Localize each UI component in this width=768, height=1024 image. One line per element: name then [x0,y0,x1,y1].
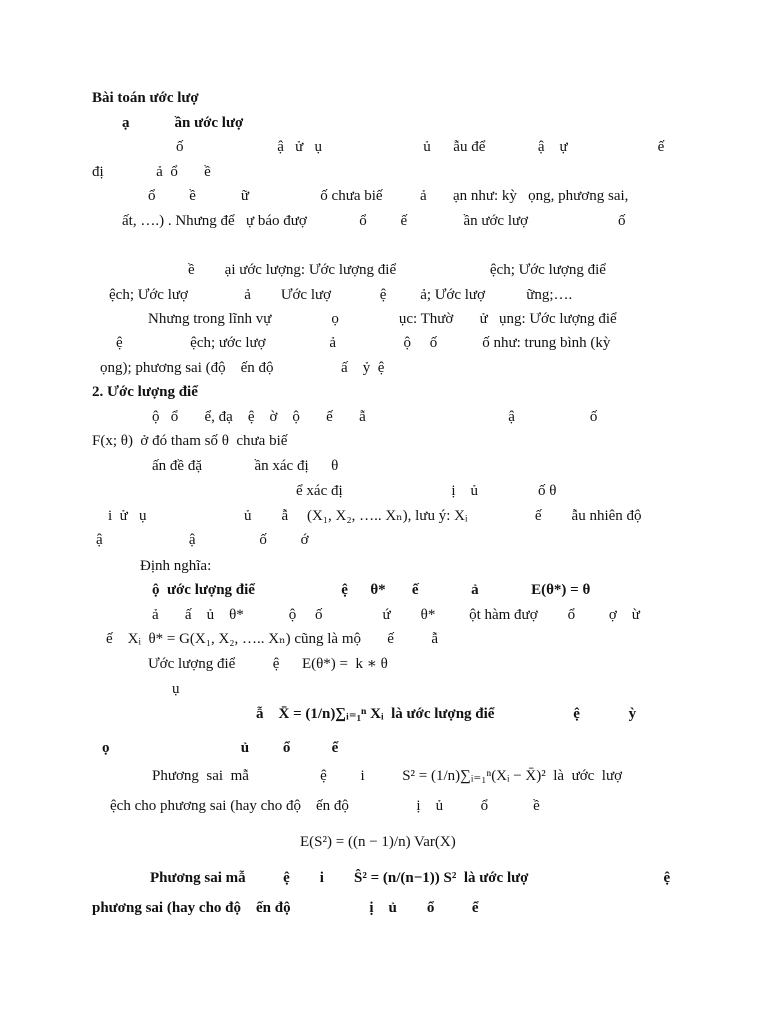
text-line: ọng); phương sai (độ ến độ ấ ỷ ệ [100,360,385,376]
text-line: ậ ậ ố ớ [96,532,309,548]
text-line: ế Xᵢ θ* = G(X₁, X₂, ….. Xₙ) cũng là mộ ế ẫ [106,631,439,647]
text-line: ụ [172,681,180,697]
text-line: Nhưng trong lĩnh vự ọ ục: Thườ ử ụng: Ước lượng điể [148,311,617,327]
text-line: ố ậ ử ụ ủ ẫu để ậ ự ế [176,139,665,155]
text-line: ộ ước lượng điể ệ θ* ế ả E(θ*) = θ [152,582,591,598]
text-line: ệch; Ước lượ ả Ước lượ ệ ả; Ước lượ ững;…. [109,287,573,303]
text-line: F(x; θ) ở đó tham số θ chưa biế [92,433,288,449]
text-line: Ước lượng điể ệ E(θ*) = k ∗ θ [148,656,388,672]
text-line: Bài toán ước lượ [92,90,199,106]
text-line: 2. Ước lượng điể [92,384,198,400]
text-line: ề ại ước lượng: Ước lượng điể ệch; Ước lượng điể [188,262,606,278]
text-line: ạ ần ước lượ [122,115,244,131]
text-line: ổ ề ữ ố chưa biế ả ạn như: kỳ ọng, phương sai, [148,188,629,204]
text-line: Phương sai mẫ ệ i S² = (1/n)∑ᵢ₌₁ⁿ(Xᵢ − X̄)² là ước lượ [152,768,623,784]
text-line: ể xác đị ị ủ ố θ [296,483,557,499]
text-line: ệ ệch; ước lượ ả ộ ố ố như: trung bình (kỳ [116,335,611,351]
text-line: ệch cho phương sai (hay cho độ ến độ ị ủ ổ ề [110,798,540,814]
text-line: ấn đề đặ ần xác đị θ [152,458,339,474]
text-line: phương sai (hay cho độ ến độ ị ủ ổ ể [92,900,479,916]
text-line: Định nghĩa: [140,558,212,574]
text-line: i ử ụ ủ ẫ (X₁, X₂, ….. Xₙ), lưu ý: Xᵢ ế ẫu nhiên độ [108,508,642,524]
text-line: E(S²) = ((n − 1)/n) Var(X) [300,834,456,850]
text-line: đị ả ổ ề [92,164,211,180]
text-line: Phương sai mẫ ệ i Ŝ² = (n/(n−1)) S² là ước lượ ệ [150,870,671,886]
text-line: ộ ổ ể, đạ ệ ờ ộ ế ẫ ậ ố [152,409,598,425]
text-line: ẫ X̄ = (1/n)∑ᵢ₌₁ⁿ Xᵢ là ước lượng điể ệ ỳ [256,706,637,722]
text-line: ất, ….) . Nhưng để ự báo đượ ổ ế ần ước lượ ố [122,213,626,229]
text-line: ả ấ ủ θ* ộ ố ứ θ* ột hàm đượ ổ ợ ừ [152,607,640,623]
text-line: ọ ủ ổ ể [102,740,339,756]
